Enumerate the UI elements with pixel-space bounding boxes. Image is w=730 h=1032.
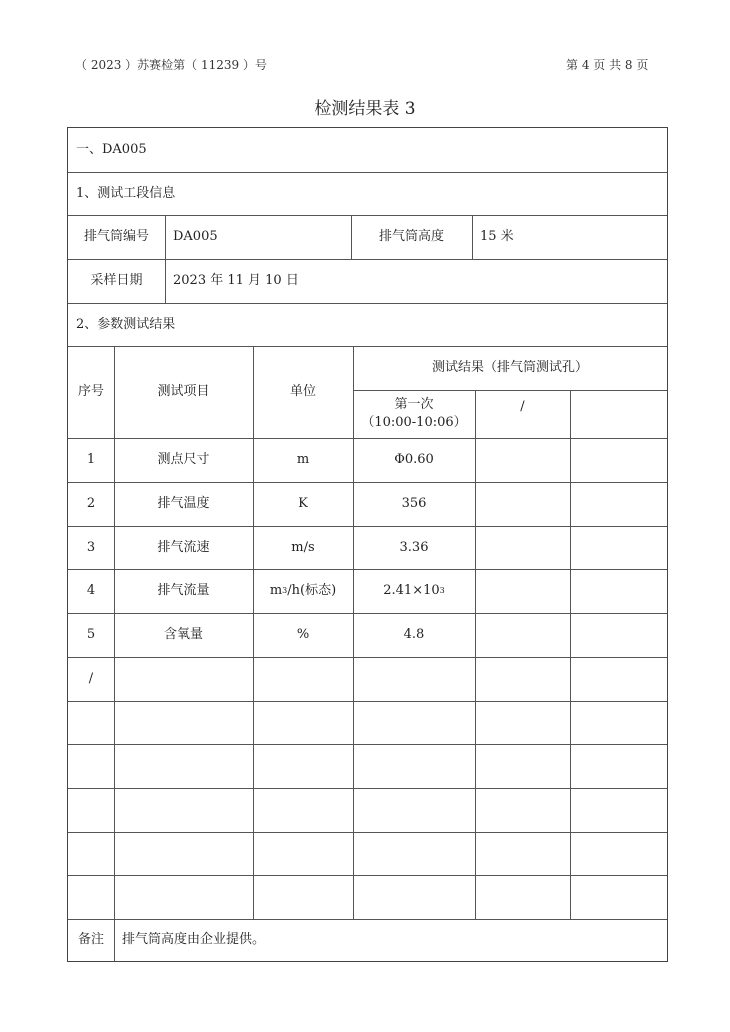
row-4-seq: 4 xyxy=(86,583,96,598)
row-4-value-base: 2.41×10 xyxy=(383,583,440,598)
row-4-unit: m 3 /h(标态) xyxy=(269,583,337,598)
sample-date-label: 采样日期 xyxy=(90,273,143,288)
results-table xyxy=(67,127,668,962)
section-main-title: 一、DA005 xyxy=(76,142,147,157)
row-3-item: 排气流速 xyxy=(157,539,210,555)
remarks-text: 排气筒高度由企业提供。 xyxy=(122,932,266,947)
row-1-item: 测点尺寸 xyxy=(157,452,210,467)
row-5-value: 4.8 xyxy=(403,627,425,642)
col-header-first xyxy=(353,390,475,438)
row-5-seq: 5 xyxy=(86,627,96,642)
row-4-item: 排气流量 xyxy=(157,583,210,598)
section2-title: 2、参数测试结果 xyxy=(76,316,176,332)
row-4-unit-tail: /h(标态) xyxy=(287,583,337,598)
remarks-label: 备注 xyxy=(77,932,104,947)
row-1-seq: 1 xyxy=(86,452,96,467)
row-5-unit: % xyxy=(296,627,310,642)
first-label: 第一次 xyxy=(394,397,434,412)
sample-date-value: 2023 年 11 月 10 日 xyxy=(173,273,299,288)
stack-height-value: 15 米 xyxy=(480,229,514,244)
row-3-unit: m/s xyxy=(291,539,315,555)
row-4-value: 2.41×10 3 xyxy=(383,583,445,598)
row-1-unit: m xyxy=(296,452,310,467)
row-3-value: 3.36 xyxy=(399,539,429,555)
row-5-item: 含氧量 xyxy=(163,627,203,642)
row-6-seq: / xyxy=(88,671,94,686)
row-2-seq: 2 xyxy=(86,496,96,511)
report-number: （ 2023 ）苏赛检第（ 11239 ）号 xyxy=(75,58,267,72)
stack-height-label: 排气筒高度 xyxy=(378,229,444,244)
row-2-unit: K xyxy=(298,496,308,511)
col-header-unit: 单位 xyxy=(289,384,316,399)
row-3-seq: 3 xyxy=(86,539,96,555)
row-2-item: 排气温度 xyxy=(157,496,210,511)
first-time: （10:00-10:06） xyxy=(361,415,467,430)
col-header-seq: 序号 xyxy=(77,384,104,399)
stack-number-label: 排气筒编号 xyxy=(83,229,149,244)
row-4-unit-base: m xyxy=(269,583,283,598)
col-header-item: 测试项目 xyxy=(157,384,210,399)
stack-number-value: DA005 xyxy=(173,229,218,244)
row-1-value: Φ0.60 xyxy=(394,452,434,467)
col-header-result: 测试结果（排气筒测试孔） xyxy=(431,360,588,375)
row-2-value: 356 xyxy=(401,496,427,511)
col-header-slash: / xyxy=(520,399,525,414)
page-info: 第 4 页 共 8 页 xyxy=(566,58,649,72)
page-title: 检测结果表 3 xyxy=(314,99,416,119)
section1-title: 1、测试工段信息 xyxy=(76,185,176,201)
